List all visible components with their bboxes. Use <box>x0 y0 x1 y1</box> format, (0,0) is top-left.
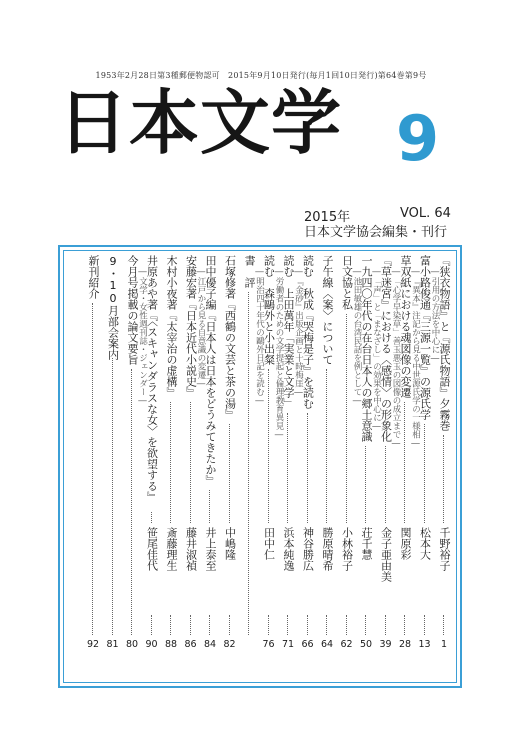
toc-entry-title: 子午線〈案〉について <box>321 255 334 365</box>
toc-entry-leader <box>151 512 153 523</box>
toc-entry-title: 新刊紹介 <box>87 255 100 299</box>
toc-entry-leader <box>112 358 114 635</box>
toc-entry-title: 石塚修著『西鶴の文芸と茶の湯』 <box>223 255 237 420</box>
toc-entry[interactable] <box>371 255 394 675</box>
toc-entry-leader <box>443 615 445 635</box>
toc-entry-leader <box>170 402 172 523</box>
toc-entry-title: 読む 上田萬年「実業と文学」 <box>282 255 295 409</box>
toc-entry-author: 浜本純逸 <box>282 527 295 571</box>
toc-entry-page: 84 <box>203 639 217 650</box>
toc-entry-page: 66 <box>301 639 314 650</box>
toc-entry-leader <box>404 402 406 523</box>
toc-entry[interactable] <box>391 255 413 675</box>
toc-entry-page: 90 <box>145 639 158 650</box>
issue-year: 2015年 <box>304 210 351 225</box>
toc-entry-page: 62 <box>340 639 353 650</box>
toc-entry-subtitle: ―労働者のための文学提起と倫理教育異見― <box>274 267 284 440</box>
toc-entry[interactable] <box>124 255 140 675</box>
toc-entry-leader <box>268 615 270 635</box>
toc-entry-leader <box>190 402 192 523</box>
toc-entry-title: 日文協と私 <box>340 255 354 310</box>
toc-entry-leader <box>365 615 367 635</box>
toc-entry-page: 92 <box>86 639 100 650</box>
toc-entry-title: 読む 森鷗外と小出粲 <box>262 255 276 365</box>
toc-entry-author: 松本大 <box>418 527 432 560</box>
toc-entry-leader <box>385 615 387 635</box>
toc-entry-page: 28 <box>398 639 412 650</box>
toc-entry-subtitle: ―江戸から見る自意識の変遷― <box>196 267 206 389</box>
toc-entry[interactable] <box>293 255 316 675</box>
toc-entry-leader <box>190 615 192 635</box>
toc-entry-title: 『狭衣物語』と『源氏物語』夕霧巻 <box>438 255 451 431</box>
toc-entry-leader <box>248 292 250 635</box>
toc-entry-page: 82 <box>223 639 236 650</box>
publisher-line: 日本文学協会編集・刊行 <box>304 225 448 240</box>
toc-entry[interactable] <box>319 255 335 675</box>
toc-entry-leader <box>229 424 231 523</box>
toc-entry-leader <box>326 369 328 523</box>
toc-entry-title: 草双紙における魂図像の変遷 <box>399 255 412 398</box>
toc-entry-subtitle: ―「心学早染草」善玉悪玉の図像の成立まで― <box>391 267 401 449</box>
toc-entry-leader <box>424 424 426 523</box>
toc-entry-leader <box>424 615 426 635</box>
toc-entry-author: 田中仁 <box>262 527 276 560</box>
toc-entry-author: 関原彩 <box>399 527 412 560</box>
toc-entry-leader <box>385 446 387 523</box>
toc-entry[interactable] <box>241 255 257 675</box>
toc-entry[interactable] <box>196 255 218 675</box>
toc-entry-author: 荘千慧 <box>360 527 373 560</box>
toc-entry-page: 88 <box>164 639 178 650</box>
toc-entry-leader <box>92 303 94 635</box>
toc-entry-leader <box>365 446 367 523</box>
toc-entry-page: 81 <box>106 639 119 650</box>
toc-entry[interactable] <box>222 255 238 675</box>
toc-entry-title: 一九四〇年代の在台日本人の郷土意識 <box>360 255 373 442</box>
registration-line: 1953年2月28日第3種郵便物認可 2015年9月10日発行(毎月1回10日発行)第64巻第9号 <box>95 71 427 80</box>
toc-entry-author: 笹尾佳代 <box>145 527 159 571</box>
issue-number: 9 <box>396 102 440 175</box>
toc-entry-leader <box>131 369 133 635</box>
toc-entry-page: 71 <box>281 639 295 650</box>
toc-entry-subtitle: ―文学・女性週刊誌・ジェンダー― <box>137 267 148 406</box>
toc-entry-leader <box>287 413 289 523</box>
toc-entry-page: 13 <box>418 639 431 650</box>
toc-entry-page: 64 <box>320 639 334 650</box>
toc-entry-leader <box>346 314 348 523</box>
toc-entry-page: 76 <box>262 639 275 650</box>
magazine-title: 日本文学 <box>58 81 342 164</box>
toc-entry-title: 安藤宏著『日本近代小説史』 <box>184 255 198 398</box>
toc-entry-leader <box>209 615 211 635</box>
toc-entry-author: 中嶋隆 <box>223 527 237 560</box>
toc-entry-leader <box>209 490 211 523</box>
toc-entry[interactable] <box>137 255 160 675</box>
toc-entry-author: 金子亜由美 <box>379 527 393 582</box>
toc-entry[interactable] <box>274 255 296 675</box>
toc-entry-title: 9・10月部会案内 <box>106 255 120 360</box>
toc-entry-page: 39 <box>379 639 392 650</box>
toc-entry-page: 1 <box>440 639 448 650</box>
toc-entry-page: 86 <box>184 639 197 650</box>
toc-entry-leader <box>229 615 231 635</box>
toc-entry-leader <box>404 615 406 635</box>
toc-entry-title: 富小路俊通『三源一覧』の源氏学 <box>418 255 432 420</box>
toc-entry[interactable] <box>410 255 433 675</box>
toc-entry-subtitle: ―『異本』注記から見る中世源氏学の一様相― <box>410 267 421 449</box>
volume-number: VOL. 64 <box>400 206 451 221</box>
toc-entry[interactable] <box>105 255 121 675</box>
toc-entry-subtitle: ―引用の方法を中心に― <box>430 267 440 364</box>
toc-entry-author: 斎藤理生 <box>165 527 178 571</box>
toc-entry-leader <box>170 615 172 635</box>
toc-entry-leader <box>287 615 289 635</box>
toc-entry-title: 田中優子編『日本人は日本をどうみてきたか』 <box>204 255 217 486</box>
toc-entry-leader <box>326 615 328 635</box>
toc-entry[interactable] <box>183 255 199 675</box>
toc-entry-title: 読む 秋成『哭梅是子』を読む <box>301 255 315 409</box>
toc-entry-page: 50 <box>359 639 373 650</box>
toc-entry[interactable] <box>352 255 374 675</box>
toc-entry-author: 勝原晴希 <box>321 527 334 571</box>
toc-entry-leader <box>346 615 348 635</box>
toc-entry-author: 藤井淑禎 <box>184 527 198 571</box>
toc-entry-author: 井上泰至 <box>204 527 217 571</box>
toc-entry[interactable] <box>339 255 355 675</box>
toc-entry-subtitle: ―池田敏雄の台湾民話を例として― <box>352 267 362 406</box>
toc-entry-leader <box>268 369 270 523</box>
toc-entry-title: 井原あや著『〈スキャンダラスな女〉を欲望する』 <box>145 255 159 503</box>
toc-entry-title: 今月号掲載の論文要旨 <box>126 255 139 365</box>
toc-entry-author: 小林裕子 <box>340 527 354 571</box>
toc-entry-leader <box>307 615 309 635</box>
toc-entry[interactable] <box>430 255 452 675</box>
toc-entry-title: 『草迷宮』における〈感情〉の形象化 <box>379 255 393 442</box>
toc-entry-leader <box>151 615 153 635</box>
toc-entry-subtitle: ―『金砂』出版企画と十時梅厓― <box>293 267 304 398</box>
toc-entry-title: 書 評 <box>243 255 256 288</box>
toc-entry[interactable] <box>163 255 179 675</box>
toc-entry-leader <box>307 413 309 523</box>
toc-entry[interactable] <box>85 255 101 675</box>
toc-entry-author: 神谷勝広 <box>301 527 315 571</box>
toc-entry-subtitle: ―明治四十年代の鷗外日記を読む― <box>254 267 265 406</box>
toc-entry-subtitle: ―「声」と「まなざし」の効果を中心に― <box>371 267 382 432</box>
toc-entry-author: 千野裕子 <box>438 527 451 571</box>
toc-entry-page: 80 <box>125 639 139 650</box>
toc-entry[interactable] <box>254 255 277 675</box>
toc-entry-title: 木村小夜著『太宰治の虚構』 <box>165 255 178 398</box>
toc-entry-leader <box>443 435 445 523</box>
